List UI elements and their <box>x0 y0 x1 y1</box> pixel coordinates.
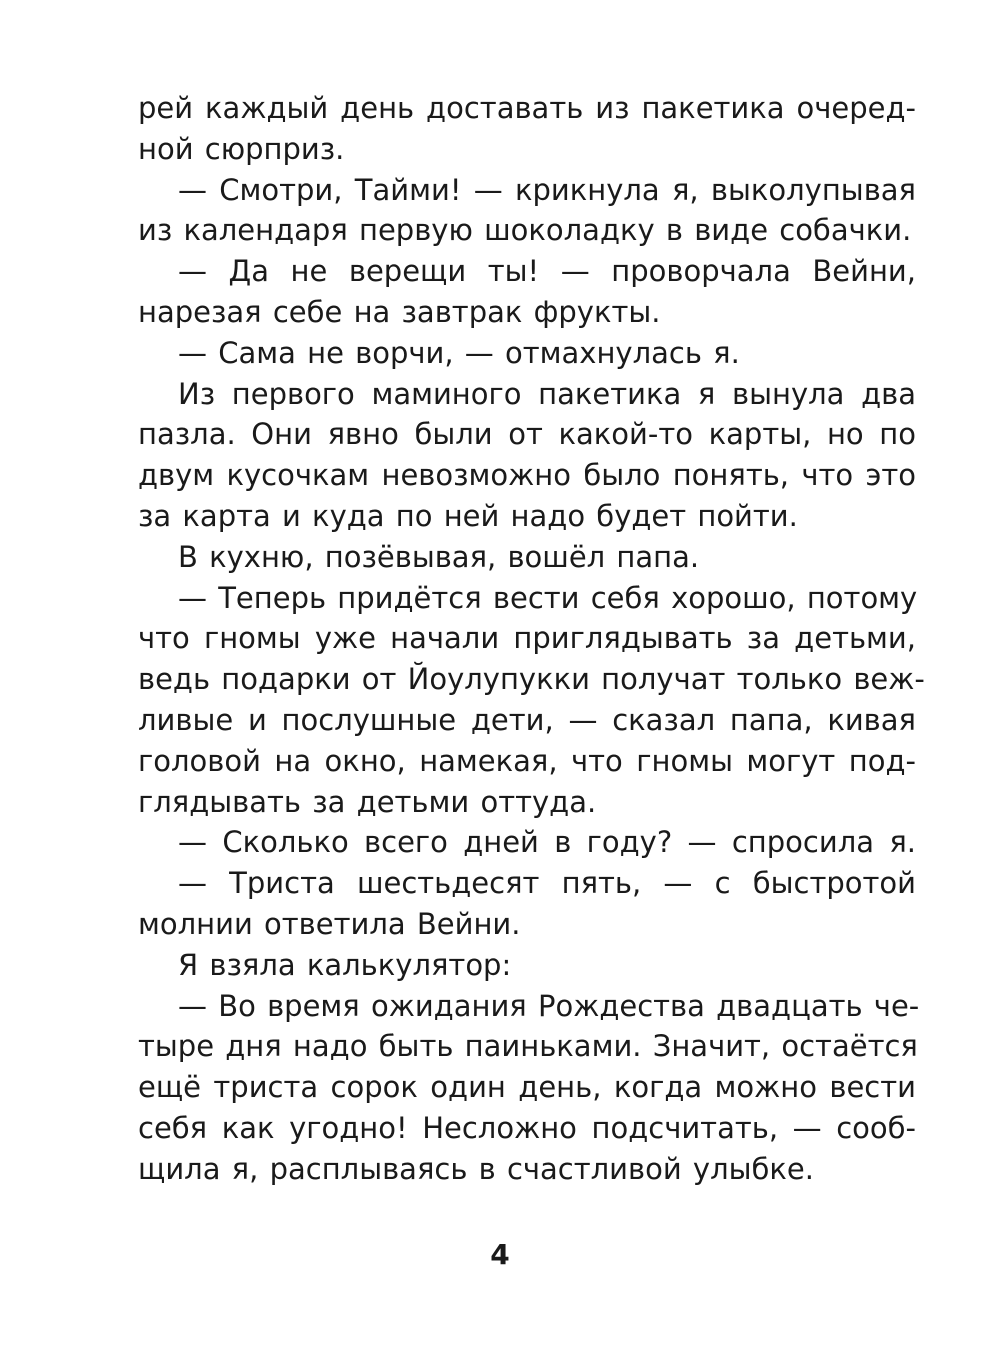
text-line: головой на окно, намекая, что гномы могут под- <box>138 743 916 778</box>
text-line: что гномы уже начали приглядывать за детьми, <box>138 621 916 656</box>
text-line: рей каждый день доставать из пакетика очеред- <box>138 91 916 125</box>
text-line: — Да не верещи ты! — проворчала Вейни, <box>178 254 916 289</box>
text-line: В кухню, позёвывая, вошёл папа. <box>178 539 700 574</box>
page-number: 4 <box>490 1238 510 1271</box>
text-line: нарезая себе на завтрак фрукты. <box>138 294 661 329</box>
text-line: тыре дня надо быть паиньками. Значит, остаётся <box>138 1029 918 1064</box>
text-line: — Теперь придётся вести себя хорошо, потому <box>178 580 918 615</box>
text-line: глядывать за детьми оттуда. <box>138 784 597 819</box>
text-line: щила я, расплываясь в счастливой улыбке. <box>138 1151 814 1186</box>
text-line: пазла. Они явно были от какой-то карты, но по <box>138 417 916 452</box>
text-line: за карта и куда по ней надо будет пойти. <box>138 498 798 533</box>
text-line: Я взяла калькулятор: <box>178 947 512 982</box>
text-line: — Смотри, Тайми! — крикнула я, выколупывая <box>178 172 916 207</box>
text-line: двум кусочкам невозможно было понять, что это <box>138 458 916 493</box>
text-line: — Триста шестьдесят пять, — с быстротой <box>178 866 916 901</box>
text-line: ливые и послушные дети, — сказал папа, кивая <box>138 702 916 737</box>
text-line: ной сюрприз. <box>138 131 345 166</box>
text-line: молнии ответила Вейни. <box>138 906 521 941</box>
text-line: — Во время ожидания Рождества двадцать че- <box>178 988 920 1023</box>
text-line: ведь подарки от Йоулупукки получат только веж- <box>138 662 925 697</box>
text-line: себя как угодно! Несложно подсчитать, — сооб- <box>138 1110 916 1145</box>
text-line: — Сама не ворчи, — отмахнулась я. <box>178 335 740 370</box>
text-line: из календаря первую шоколадку в виде собачки. <box>138 213 912 248</box>
text-line: ещё триста сорок один день, когда можно вести <box>138 1070 916 1105</box>
text-line: Из первого маминого пакетика я вынула два <box>178 376 916 411</box>
body-text <box>138 88 925 1190</box>
text-line: — Сколько всего дней в году? — спросила я. <box>178 825 916 860</box>
